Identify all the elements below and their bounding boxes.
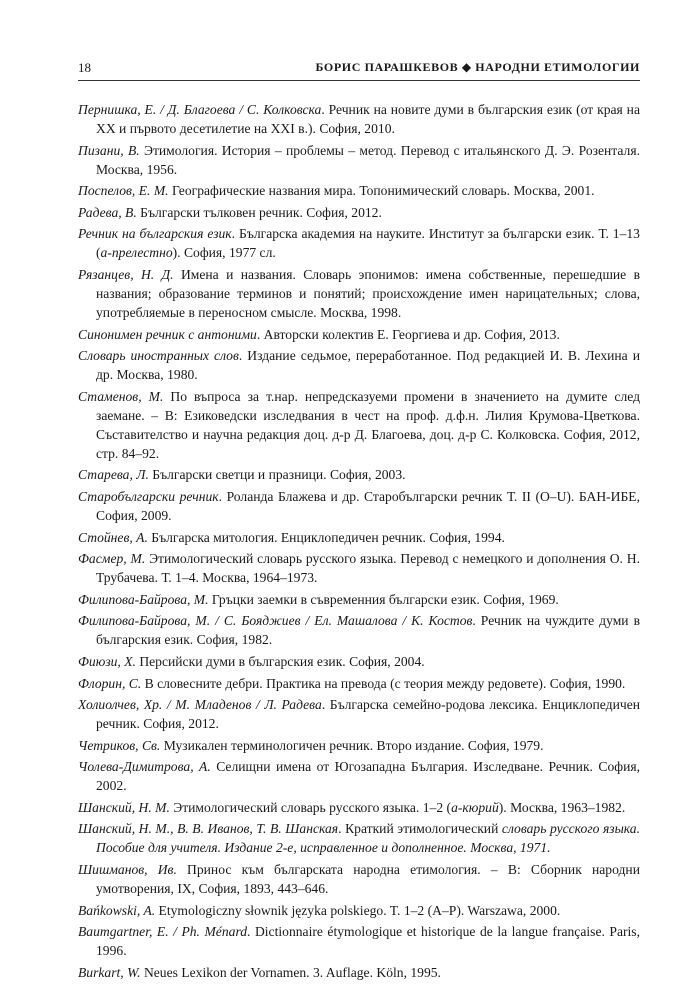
entry-text: . Издание седьмое, переработанное. Под редакцией И. В. Лехина и др. Москва, 1980. xyxy=(96,348,640,383)
entry-author: Поспелов, Е. М. xyxy=(78,183,169,199)
bibliography-entry xyxy=(78,181,640,200)
entry-italic-text: а-прелестно xyxy=(100,245,173,261)
entry-author: Стаменов, М. xyxy=(78,388,164,404)
entry-text: Neues Lexikon der Vornamen. 3. Auflage. Köln, 1995. xyxy=(140,964,441,980)
entry-author: Холиолчев, Хр. / М. Младенов / Л. Радева xyxy=(78,697,322,713)
entry-text: Etymologiczny słownik języka polskiego. T. 1–2 (A–P). Warszawa, 2000. xyxy=(155,902,561,918)
entry-text: Принос към българската народна етимология. – В: Сборник народни умотворения, IX, София, 1893, 443–646. xyxy=(96,862,640,897)
entry-text: . Dictionnaire étymologique et historique de la langue française. Paris, 1996. xyxy=(96,924,640,959)
entry-author: Шанский, Н. М., В. В. Иванов, Т. В. Шанская xyxy=(78,821,339,837)
bibliography-entry xyxy=(78,265,640,322)
entry-text: Имена и названия. Словарь эпонимов: имена собственные, перешедшие в названия; образование терминов и понятий; происхождение имен нарицательных; слова, употребляемые в переносном смысле. Москва, 1998. xyxy=(96,266,640,320)
entry-text: . Роланда Блажева и др. Старобългарски речник Т. II (О–U). БАН-ИБЕ, София, 2009. xyxy=(96,488,640,523)
bibliography-entry xyxy=(78,695,640,733)
entry-text: Селищни имена от Югозападна България. Изследване. Речник. София, 2002. xyxy=(96,759,641,794)
entry-text: Персийски думи в българския език. София, 2004. xyxy=(135,653,425,669)
entry-text: По въпроса за т.нар. непредсказуеми промени в значението на думите след заемане. – В: Езиковедски изследвания в чест на проф. д.ф.н. Лилия Крумова-Цветкова. Съставителство и научна редакция доц. д-р Д. Благоева, доц. д-р С. Колковска. София, 2012, стр. 84–92. xyxy=(96,388,641,461)
entry-text: Българска митология. Енциклопедичен речник. София, 1994. xyxy=(147,529,505,545)
entry-author: Фасмер, М. xyxy=(78,551,146,567)
entry-author: Филипова-Байрова, М. / С. Бояджиев / Ел. Машалова / К. Костов xyxy=(78,613,473,629)
bibliography-entry xyxy=(78,487,640,525)
bibliography-entry xyxy=(78,819,640,857)
entry-author: Bańkowski, A. xyxy=(78,902,156,918)
bibliography-entry xyxy=(78,611,640,649)
entry-author: Рязанцев, Н. Д. xyxy=(78,266,174,282)
entry-author: Филипова-Байрова, М. xyxy=(78,591,209,607)
entry-author: Старева, Л. xyxy=(78,467,149,483)
entry-author: Пернишка, Е. / Д. Благоева / С. Колковска xyxy=(78,102,322,117)
entry-text: Български светци и празници. София, 2003. xyxy=(148,467,406,483)
bibliography-entry xyxy=(78,100,640,138)
entry-author: Шишманов, Ив. xyxy=(78,862,177,878)
entry-text: Български тълковен речник. София, 2012. xyxy=(136,204,382,220)
entry-text: Этимология. История – проблемы – метод. Перевод с итальянского Д. Э. Розенталя. Москва, 1956. xyxy=(96,142,640,177)
entry-author: Радева, В. xyxy=(78,204,137,220)
entry-author: Словарь иностранных слов xyxy=(78,348,239,364)
entry-author: Речник на българския език xyxy=(78,226,232,242)
entry-author: Стойнев, А. xyxy=(78,529,148,545)
entry-author: Старобългарски речник xyxy=(78,488,219,504)
entry-italic-text: а-кюрий xyxy=(451,799,499,815)
entry-author: Синонимен речник с антоними xyxy=(78,326,257,342)
entry-text: Этимологический словарь русского языка. Перевод с немецкого и дополнения О. Н. Трубачева. Т. 1–4. Москва, 1964–1973. xyxy=(96,551,640,586)
bibliography-entry xyxy=(78,901,640,920)
bibliography-entry xyxy=(78,590,640,609)
entry-text: . Речник на новите думи в българския език (от края на XX и първото десетилетие на XXI в.). София, 2010. xyxy=(96,102,640,136)
entry-text-tail: ). София, 1977 сл. xyxy=(172,245,276,261)
bibliography-entry xyxy=(78,757,640,795)
page-number: 18 xyxy=(78,60,91,75)
entry-author: Чолева-Димитрова, А. xyxy=(78,759,211,775)
bibliography-entry xyxy=(78,325,640,344)
bibliography-entry xyxy=(78,224,640,262)
entry-text: . Речник на чуждите думи в българския език. София, 1982. xyxy=(96,613,640,648)
entry-text: . Краткий этимологический xyxy=(338,821,502,837)
bibliography-entry xyxy=(78,346,640,384)
bibliography-entry xyxy=(78,922,640,960)
entry-author: Пизани, В. xyxy=(78,142,140,158)
entry-author: Шанский, Н. М. xyxy=(78,799,170,815)
entry-text: . Българска семейно-родова лексика. Енциклопедичен речник. София, 2012. xyxy=(96,697,640,732)
bibliography-entry xyxy=(78,203,640,222)
bibliography-entry xyxy=(78,549,640,587)
bibliography-entry xyxy=(78,528,640,547)
bibliography-entry xyxy=(78,674,640,693)
running-head: БОРИС ПАРАШКЕВОВ ◆ НАРОДНИ ЕТИМОЛОГИИ xyxy=(315,60,640,74)
page-header xyxy=(78,56,640,81)
entry-text: Географические названия мира. Топонимический словарь. Москва, 2001. xyxy=(168,183,595,199)
entry-author: Фиюзи, Х. xyxy=(78,653,136,669)
bibliography-entry xyxy=(78,465,640,484)
entry-text: . Българска академия на науките. Институт за български език. Т. 1–13 ( xyxy=(96,226,640,261)
bibliography-entry xyxy=(78,798,640,817)
entry-text: В словесните дебри. Практика на превода (с теория между редовете). София, 1990. xyxy=(141,675,626,691)
entry-author: Baumgartner, E. / Ph. Ménard xyxy=(78,924,248,940)
bibliography-entry xyxy=(78,652,640,671)
entry-author: Burkart, W. xyxy=(78,964,141,980)
entry-text-tail: ). Москва, 1963–1982. xyxy=(498,799,626,815)
entry-text: Гръцки заемки в съвременния български език. София, 1969. xyxy=(208,591,559,607)
bibliography-entry xyxy=(78,141,640,179)
entry-text: Музикален терминологичен речник. Второ издание. София, 1979. xyxy=(160,737,544,753)
bibliography-entry xyxy=(78,387,640,463)
entry-author: Флорин, С. xyxy=(78,675,142,691)
bibliography-list xyxy=(78,100,640,984)
entry-author: Четриков, Св. xyxy=(78,737,161,753)
bibliography-entry xyxy=(78,736,640,755)
entry-italic-text: словарь русского языка. Пособие для учителя. Издание 2-е, исправленное и дополненное. Москва, 1971. xyxy=(96,821,641,856)
entry-text: . Авторски колектив Е. Георгиева и др. София, 2013. xyxy=(256,326,560,342)
entry-text: Этимологический словарь русского языка. 1–2 ( xyxy=(169,799,452,815)
bibliography-entry xyxy=(78,860,640,898)
